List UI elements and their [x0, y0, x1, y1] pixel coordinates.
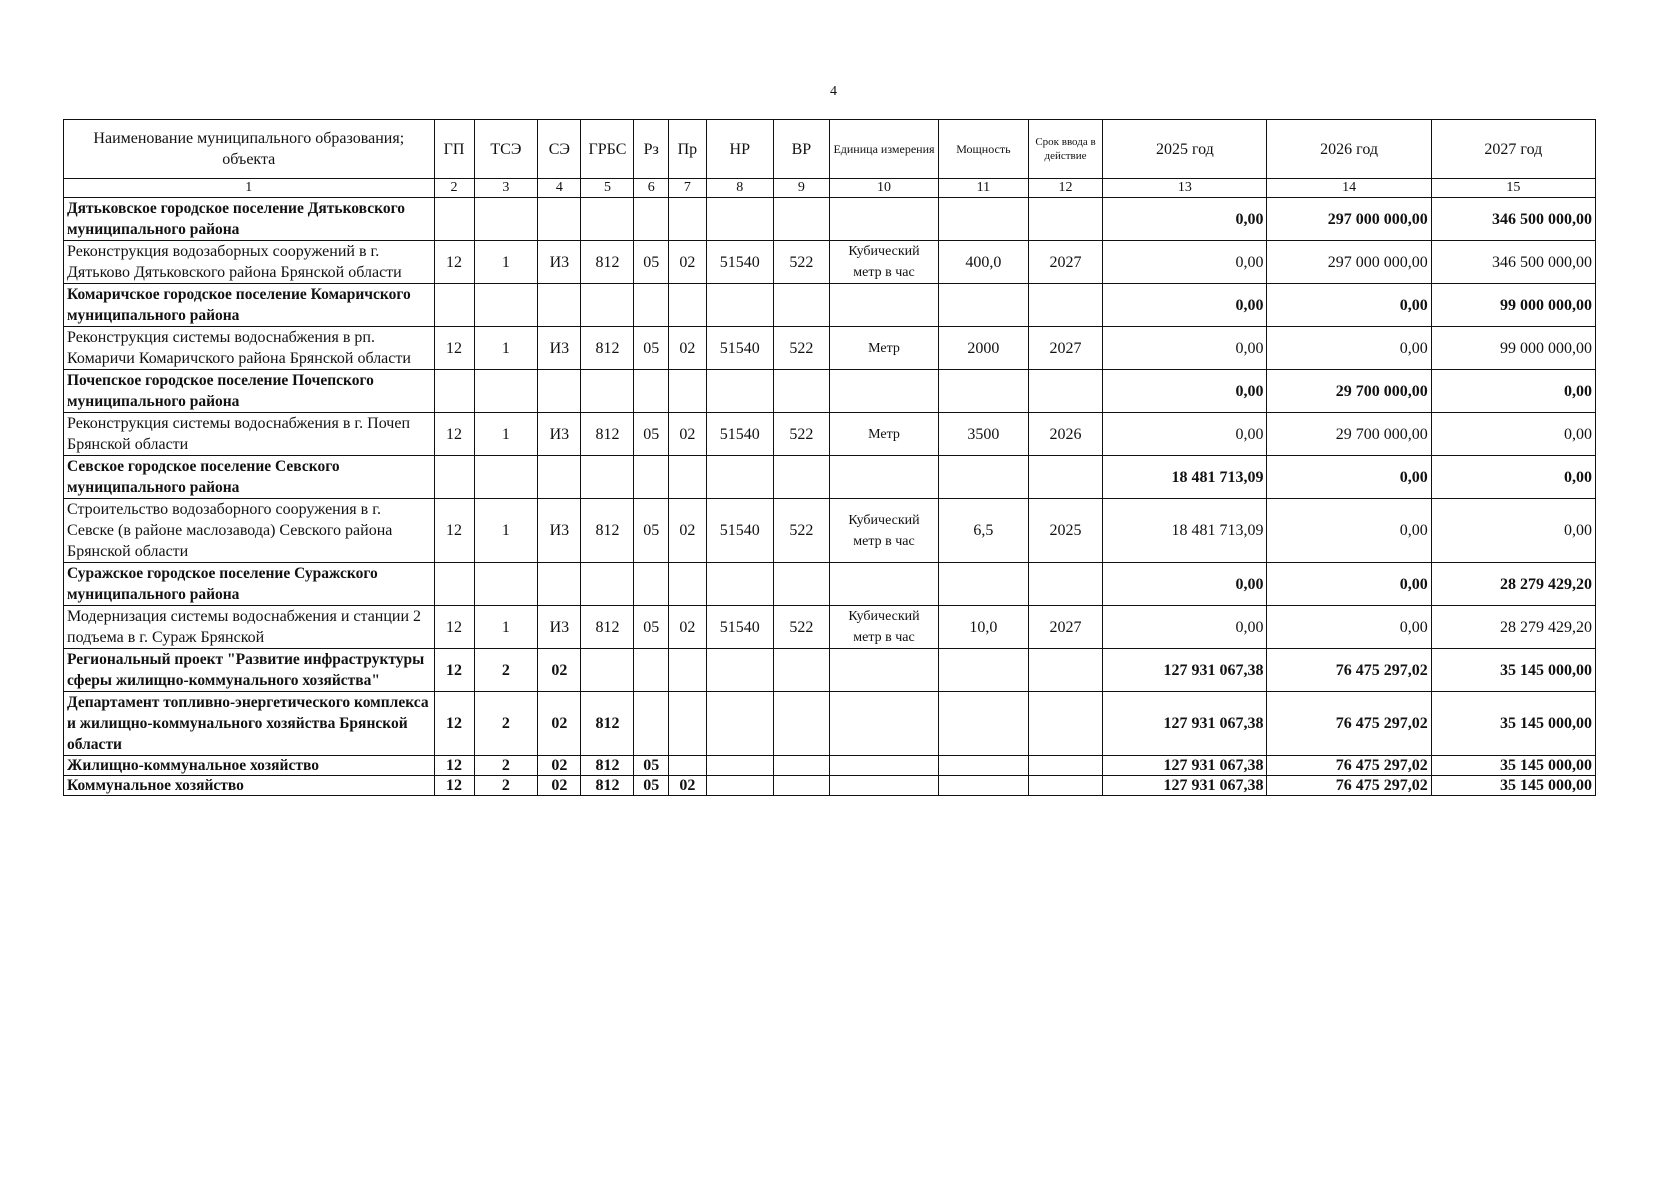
cell-power [939, 456, 1029, 499]
cell-rz: 05 [634, 606, 669, 649]
header-grbs: ГРБС [581, 120, 634, 179]
cell-unit [829, 198, 938, 241]
column-number: 2 [434, 179, 474, 198]
cell-name: Департамент топливно-энергетического комплекса и жилищно-коммунального хозяйства Брянской области [64, 692, 435, 756]
cell-term [1028, 370, 1103, 413]
budget-table [63, 119, 1596, 796]
cell-power [939, 563, 1029, 606]
column-number: 6 [634, 179, 669, 198]
cell-grbs: 812 [581, 756, 634, 776]
cell-gp: 12 [434, 692, 474, 756]
cell-vr: 522 [773, 606, 829, 649]
header-term: Срок ввода в действие [1028, 120, 1103, 179]
cell-tse: 2 [474, 649, 538, 692]
cell-2027: 35 145 000,00 [1431, 692, 1595, 756]
column-number: 15 [1431, 179, 1595, 198]
cell-term [1028, 284, 1103, 327]
cell-vr [773, 756, 829, 776]
cell-rz: 05 [634, 327, 669, 370]
cell-2027: 346 500 000,00 [1431, 198, 1595, 241]
cell-2026: 0,00 [1267, 563, 1431, 606]
cell-grbs [581, 563, 634, 606]
cell-pr: 02 [668, 606, 706, 649]
cell-term [1028, 563, 1103, 606]
cell-rz: 05 [634, 241, 669, 284]
cell-unit [829, 284, 938, 327]
cell-nr [706, 776, 773, 796]
cell-2027: 28 279 429,20 [1431, 606, 1595, 649]
cell-2025: 0,00 [1103, 606, 1267, 649]
cell-2025: 127 931 067,38 [1103, 776, 1267, 796]
cell-power: 10,0 [939, 606, 1029, 649]
table-row-object [64, 499, 1596, 563]
cell-se: И3 [538, 606, 581, 649]
cell-se: И3 [538, 413, 581, 456]
cell-pr [668, 198, 706, 241]
column-number: 5 [581, 179, 634, 198]
cell-grbs: 812 [581, 327, 634, 370]
cell-2027: 99 000 000,00 [1431, 327, 1595, 370]
cell-2025: 0,00 [1103, 198, 1267, 241]
cell-grbs: 812 [581, 241, 634, 284]
table-row-object [64, 606, 1596, 649]
cell-nr: 51540 [706, 241, 773, 284]
cell-vr [773, 198, 829, 241]
cell-rz [634, 456, 669, 499]
cell-gp [434, 198, 474, 241]
cell-gp: 12 [434, 413, 474, 456]
cell-tse: 1 [474, 327, 538, 370]
table-row-total [64, 370, 1596, 413]
cell-2025: 18 481 713,09 [1103, 456, 1267, 499]
table-row-total [64, 776, 1596, 796]
cell-nr [706, 756, 773, 776]
header-nr: НР [706, 120, 773, 179]
table-row-total [64, 649, 1596, 692]
cell-tse [474, 563, 538, 606]
cell-name: Модернизация системы водоснабжения и станции 2 подъема в г. Сураж Брянской [64, 606, 435, 649]
cell-gp: 12 [434, 327, 474, 370]
cell-unit [829, 563, 938, 606]
cell-2025: 0,00 [1103, 284, 1267, 327]
header-rz: Рз [634, 120, 669, 179]
cell-power [939, 284, 1029, 327]
cell-grbs [581, 198, 634, 241]
column-number: 14 [1267, 179, 1431, 198]
cell-se: 02 [538, 756, 581, 776]
cell-tse: 2 [474, 776, 538, 796]
cell-term [1028, 198, 1103, 241]
cell-tse [474, 284, 538, 327]
cell-power [939, 370, 1029, 413]
cell-2025: 127 931 067,38 [1103, 649, 1267, 692]
cell-name: Дятьковское городское поселение Дятьковского муниципального района [64, 198, 435, 241]
cell-grbs [581, 456, 634, 499]
cell-vr [773, 649, 829, 692]
cell-nr: 51540 [706, 499, 773, 563]
cell-term: 2027 [1028, 241, 1103, 284]
cell-nr: 51540 [706, 413, 773, 456]
cell-name: Жилищно-коммунальное хозяйство [64, 756, 435, 776]
cell-2027: 0,00 [1431, 413, 1595, 456]
cell-grbs [581, 284, 634, 327]
header-tse: ТСЭ [474, 120, 538, 179]
column-number: 13 [1103, 179, 1267, 198]
table-row-total [64, 756, 1596, 776]
table-row-object [64, 241, 1596, 284]
cell-name: Строительство водозаборного сооружения в г. Севске (в районе маслозавода) Севского района Брянской области [64, 499, 435, 563]
cell-pr [668, 563, 706, 606]
cell-nr [706, 198, 773, 241]
cell-2025: 0,00 [1103, 370, 1267, 413]
cell-2027: 35 145 000,00 [1431, 756, 1595, 776]
cell-vr: 522 [773, 499, 829, 563]
cell-vr [773, 370, 829, 413]
cell-2027: 0,00 [1431, 499, 1595, 563]
cell-2026: 297 000 000,00 [1267, 198, 1431, 241]
cell-grbs [581, 649, 634, 692]
cell-rz [634, 284, 669, 327]
cell-se [538, 284, 581, 327]
cell-rz [634, 649, 669, 692]
cell-2027: 35 145 000,00 [1431, 776, 1595, 796]
cell-name: Реконструкция системы водоснабжения в г. Почеп Брянской области [64, 413, 435, 456]
cell-vr [773, 692, 829, 756]
cell-2026: 76 475 297,02 [1267, 756, 1431, 776]
table-row-object [64, 327, 1596, 370]
cell-rz [634, 563, 669, 606]
cell-term [1028, 692, 1103, 756]
header-unit: Единица измерения [829, 120, 938, 179]
cell-term [1028, 776, 1103, 796]
cell-gp: 12 [434, 606, 474, 649]
cell-nr [706, 370, 773, 413]
cell-grbs: 812 [581, 499, 634, 563]
column-number-row [64, 179, 1596, 198]
cell-2026: 0,00 [1267, 284, 1431, 327]
cell-unit [829, 756, 938, 776]
cell-vr [773, 284, 829, 327]
cell-gp [434, 284, 474, 327]
cell-power [939, 776, 1029, 796]
cell-pr: 02 [668, 776, 706, 796]
cell-gp [434, 456, 474, 499]
cell-se [538, 563, 581, 606]
cell-se: 02 [538, 692, 581, 756]
cell-pr: 02 [668, 241, 706, 284]
cell-unit: Кубический метр в час [829, 499, 938, 563]
cell-nr [706, 649, 773, 692]
cell-unit [829, 456, 938, 499]
cell-2025: 127 931 067,38 [1103, 692, 1267, 756]
cell-name: Комаричское городское поселение Комаричского муниципального района [64, 284, 435, 327]
cell-tse: 1 [474, 241, 538, 284]
cell-2025: 0,00 [1103, 563, 1267, 606]
cell-rz: 05 [634, 499, 669, 563]
cell-rz: 05 [634, 413, 669, 456]
column-number: 9 [773, 179, 829, 198]
cell-power [939, 692, 1029, 756]
cell-unit: Кубический метр в час [829, 606, 938, 649]
cell-gp: 12 [434, 499, 474, 563]
cell-2026: 0,00 [1267, 327, 1431, 370]
cell-unit [829, 776, 938, 796]
cell-name: Реконструкция системы водоснабжения в рп. Комаричи Комаричского района Брянской области [64, 327, 435, 370]
header-vr: ВР [773, 120, 829, 179]
cell-2027: 28 279 429,20 [1431, 563, 1595, 606]
cell-se [538, 198, 581, 241]
cell-se [538, 456, 581, 499]
cell-2027: 35 145 000,00 [1431, 649, 1595, 692]
cell-2025: 127 931 067,38 [1103, 756, 1267, 776]
cell-term: 2026 [1028, 413, 1103, 456]
cell-power: 400,0 [939, 241, 1029, 284]
cell-rz [634, 692, 669, 756]
cell-term: 2027 [1028, 327, 1103, 370]
cell-name: Севское городское поселение Севского муниципального района [64, 456, 435, 499]
cell-se: И3 [538, 327, 581, 370]
cell-2026: 0,00 [1267, 606, 1431, 649]
cell-power: 3500 [939, 413, 1029, 456]
cell-unit [829, 692, 938, 756]
cell-tse: 1 [474, 413, 538, 456]
cell-pr: 02 [668, 413, 706, 456]
cell-vr: 522 [773, 241, 829, 284]
header-2027: 2027 год [1431, 120, 1595, 179]
cell-term: 2027 [1028, 606, 1103, 649]
cell-se [538, 370, 581, 413]
cell-unit [829, 649, 938, 692]
header-2025: 2025 год [1103, 120, 1267, 179]
cell-name: Реконструкция водозаборных сооружений в г. Дятьково Дятьковского района Брянской области [64, 241, 435, 284]
cell-pr [668, 756, 706, 776]
cell-name: Почепское городское поселение Почепского муниципального района [64, 370, 435, 413]
cell-tse [474, 456, 538, 499]
cell-2026: 76 475 297,02 [1267, 692, 1431, 756]
cell-term [1028, 456, 1103, 499]
column-number: 10 [829, 179, 938, 198]
cell-vr: 522 [773, 327, 829, 370]
cell-gp: 12 [434, 241, 474, 284]
cell-power [939, 756, 1029, 776]
page-number: 4 [830, 84, 837, 99]
cell-2026: 29 700 000,00 [1267, 413, 1431, 456]
cell-pr [668, 649, 706, 692]
cell-se: И3 [538, 499, 581, 563]
cell-pr [668, 370, 706, 413]
cell-tse [474, 198, 538, 241]
cell-grbs: 812 [581, 692, 634, 756]
header-name: Наименование муниципального образования; объекта [64, 120, 435, 179]
header-se: СЭ [538, 120, 581, 179]
cell-nr [706, 456, 773, 499]
cell-term [1028, 649, 1103, 692]
cell-vr [773, 776, 829, 796]
cell-grbs: 812 [581, 606, 634, 649]
cell-nr: 51540 [706, 606, 773, 649]
column-number: 1 [64, 179, 435, 198]
cell-gp [434, 563, 474, 606]
cell-rz: 05 [634, 776, 669, 796]
cell-2026: 76 475 297,02 [1267, 649, 1431, 692]
cell-rz [634, 370, 669, 413]
cell-rz: 05 [634, 756, 669, 776]
cell-grbs [581, 370, 634, 413]
cell-grbs: 812 [581, 413, 634, 456]
cell-rz [634, 198, 669, 241]
header-gp: ГП [434, 120, 474, 179]
column-number: 11 [939, 179, 1029, 198]
cell-nr [706, 284, 773, 327]
header-row [64, 120, 1596, 179]
table-row-object [64, 413, 1596, 456]
cell-power [939, 649, 1029, 692]
table-row-total [64, 563, 1596, 606]
cell-name: Региональный проект "Развитие инфраструктуры сферы жилищно-коммунального хозяйства" [64, 649, 435, 692]
cell-2026: 297 000 000,00 [1267, 241, 1431, 284]
cell-pr [668, 456, 706, 499]
cell-unit: Кубический метр в час [829, 241, 938, 284]
cell-power [939, 198, 1029, 241]
cell-se: И3 [538, 241, 581, 284]
header-2026: 2026 год [1267, 120, 1431, 179]
cell-pr: 02 [668, 499, 706, 563]
header-power: Мощность [939, 120, 1029, 179]
cell-tse: 2 [474, 756, 538, 776]
cell-pr: 02 [668, 327, 706, 370]
cell-unit: Метр [829, 327, 938, 370]
cell-2027: 0,00 [1431, 456, 1595, 499]
cell-pr [668, 692, 706, 756]
table-row-total [64, 456, 1596, 499]
cell-2026: 0,00 [1267, 499, 1431, 563]
cell-pr [668, 284, 706, 327]
column-number: 8 [706, 179, 773, 198]
cell-name: Коммунальное хозяйство [64, 776, 435, 796]
cell-nr: 51540 [706, 327, 773, 370]
cell-vr [773, 563, 829, 606]
cell-tse: 2 [474, 692, 538, 756]
cell-2026: 29 700 000,00 [1267, 370, 1431, 413]
column-number: 3 [474, 179, 538, 198]
cell-power: 2000 [939, 327, 1029, 370]
cell-tse: 1 [474, 499, 538, 563]
table-row-total [64, 692, 1596, 756]
cell-2026: 76 475 297,02 [1267, 776, 1431, 796]
column-number: 4 [538, 179, 581, 198]
cell-nr [706, 692, 773, 756]
cell-2025: 0,00 [1103, 241, 1267, 284]
cell-2025: 0,00 [1103, 327, 1267, 370]
table-body [64, 179, 1596, 796]
column-number: 7 [668, 179, 706, 198]
cell-nr [706, 563, 773, 606]
cell-gp: 12 [434, 776, 474, 796]
cell-unit [829, 370, 938, 413]
table-row-total [64, 284, 1596, 327]
cell-se: 02 [538, 649, 581, 692]
cell-2025: 0,00 [1103, 413, 1267, 456]
cell-tse [474, 370, 538, 413]
cell-name: Суражское городское поселение Суражского муниципального района [64, 563, 435, 606]
cell-gp: 12 [434, 649, 474, 692]
cell-2027: 0,00 [1431, 370, 1595, 413]
cell-term: 2025 [1028, 499, 1103, 563]
cell-grbs: 812 [581, 776, 634, 796]
cell-gp [434, 370, 474, 413]
cell-2025: 18 481 713,09 [1103, 499, 1267, 563]
column-number: 12 [1028, 179, 1103, 198]
table-row-total [64, 198, 1596, 241]
cell-power: 6,5 [939, 499, 1029, 563]
cell-vr: 522 [773, 413, 829, 456]
cell-2027: 99 000 000,00 [1431, 284, 1595, 327]
cell-2027: 346 500 000,00 [1431, 241, 1595, 284]
cell-gp: 12 [434, 756, 474, 776]
cell-2026: 0,00 [1267, 456, 1431, 499]
cell-se: 02 [538, 776, 581, 796]
header-pr: Пр [668, 120, 706, 179]
cell-vr [773, 456, 829, 499]
cell-unit: Метр [829, 413, 938, 456]
cell-tse: 1 [474, 606, 538, 649]
cell-term [1028, 756, 1103, 776]
